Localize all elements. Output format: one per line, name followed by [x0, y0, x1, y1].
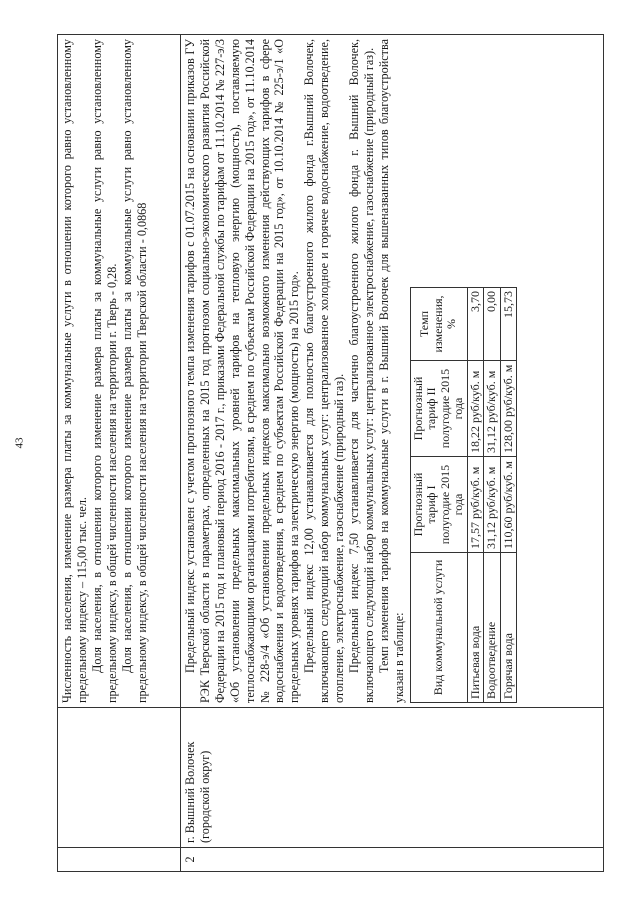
- header-tariff-h1: Прогнозный тариф I полугодие 2015 года: [410, 457, 467, 553]
- tariff-h2-cell: 128,00 руб/куб. м: [500, 361, 517, 457]
- rotated-page: [57, 34, 604, 872]
- tariff-h2-cell: 31,12 руб/куб. м: [484, 361, 501, 457]
- tariff-h1-cell: 31,12 руб/куб. м: [484, 457, 501, 553]
- page-number: 43: [13, 437, 26, 449]
- header-tariff-h2: Прогнозный тариф II полугодие 2015 года: [410, 361, 467, 457]
- municipality-cell: [58, 708, 181, 848]
- paragraph: Предельный индекс 7,50 устанавливается для частично благоустроенного жилого фонда г. Вышний Волочек, включающего следующий набор коммунальных услуг: централизованное электроснабжение, газоснабжение (природный газ).: [346, 39, 376, 703]
- row-number-cell: [58, 848, 181, 872]
- main-table: [57, 34, 604, 872]
- municipality-cell: г. Вышний Волочек (городской округ): [181, 708, 604, 848]
- change-cell: 15,73: [500, 288, 517, 361]
- description-cell: [181, 35, 604, 708]
- paragraph: Предельный индекс 12,00 устанавливается для полностью благоустроенного жилого фонда г.Вышний Волочек, включающего следующий набор коммунальных услуг: централизованное холодное и горячее водоснабжение, водоотведение, отопление, электроснабжение, газоснабжение (природный газ).: [302, 39, 347, 703]
- service-cell: Водоотведение: [484, 553, 501, 703]
- description-cell: [58, 35, 181, 708]
- service-cell: Горячая вода: [500, 553, 517, 703]
- paragraph: Предельный индекс установлен с учетом прогнозного темпа изменения тарифов с 01.07.2015 на основании приказов ГУ РЭК Тверской области в параметрах, определенных на 2015 год прогнозом социально-экономического развития Российской Федерации на 2015 год и плановый период 2016 - 2017 г., приказами Федеральной службы по тарифам от 11.10.2014 № 227-э/3 «Об установлении предельных максимальных уровней тарифов на тепловую энергию (мощность), поставляемую теплоснабжающими организациями потребителям, в среднем по субъектам Российской Федерации на 2015 год», от 11.10.2014 № 228-э/4 «Об установлении предельных индексов максимально возможного изменения действующих тарифов в сфере водоснабжения и водоотведения, в среднем по субъектам Российской Федерации на 2015 год», от 10.10.2014 № 225-э/1 «О предельных уровнях тарифов на электрическую энергию (мощность) на 2015 год».: [183, 39, 302, 703]
- tariff-h1-cell: 17,57 руб/куб. м: [467, 457, 484, 553]
- tariff-h1-cell: 110,60 руб/куб. м: [500, 457, 517, 553]
- paragraph: Доля населения, в отношении которого изменение размера платы за коммунальные услуги равно установленному предельному индексу, в общей численности населения на территории г. Тверь - 0,28.: [89, 39, 119, 703]
- tariff-row: [500, 288, 517, 703]
- tariff-row: [467, 288, 484, 703]
- tariff-table: [410, 287, 518, 703]
- tariff-h2-cell: 18,22 руб/куб. м: [467, 361, 484, 457]
- header-change: Темп изменения, %: [410, 288, 467, 361]
- change-cell: 0,00: [484, 288, 501, 361]
- header-service: Вид коммунальной услуги: [410, 553, 467, 703]
- tariff-row: [484, 288, 501, 703]
- change-cell: 3,70: [467, 288, 484, 361]
- service-cell: Питьевая вода: [467, 553, 484, 703]
- table-row: [58, 35, 181, 872]
- paragraph: Темп изменения тарифов на коммунальные услуги в г. Вышний Волочек для вышеназванных типов благоустройства указан в таблице:: [376, 39, 406, 703]
- paragraph: Численность населения, изменение размера платы за коммунальные услуги в отношении которого равно установленному предельному индексу – 115,00 тыс. чел.: [60, 39, 89, 703]
- row-number-cell: 2: [181, 848, 604, 872]
- table-row: [181, 35, 604, 872]
- tariff-header-row: [410, 288, 467, 703]
- paragraph: Доля населения, в отношении которого изменение размера платы за коммунальные услуги равно установленному предельному индексу, в общей численности населения на территории Тверской области - 0,0868: [119, 39, 149, 703]
